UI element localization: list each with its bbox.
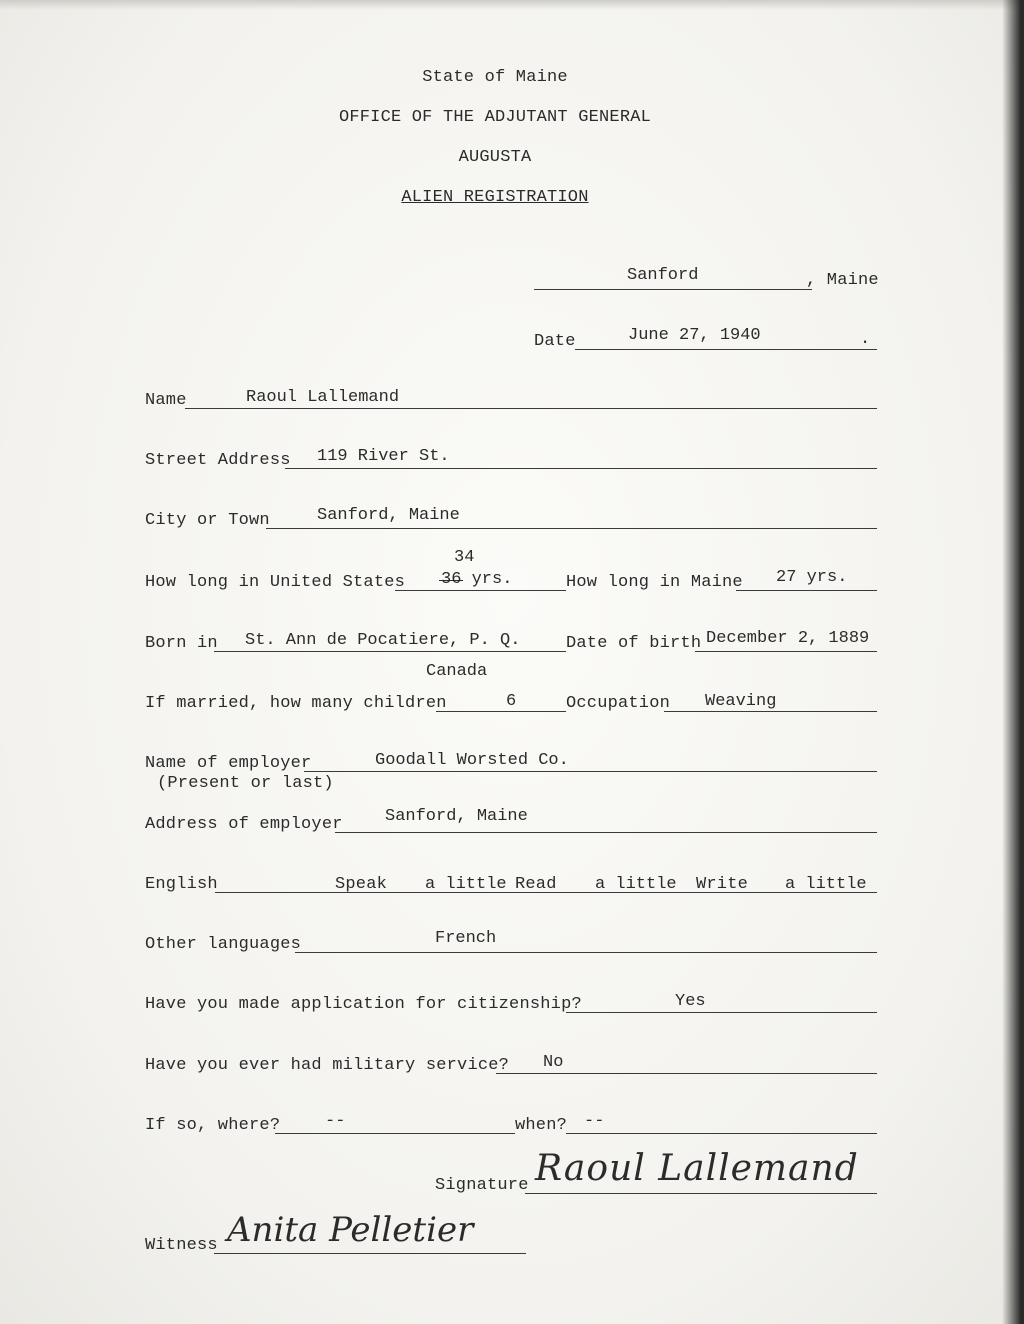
where-line [275, 1133, 515, 1134]
employer-address-line [335, 832, 877, 833]
write-label: Write [696, 875, 749, 894]
born-value: St. Ann de Pocatiere, P. Q. [245, 631, 521, 650]
scan-edge-right [1002, 0, 1024, 1324]
read-label: Read [515, 875, 557, 894]
city-value: Sanford, Maine [317, 506, 460, 525]
occupation-label: Occupation [566, 694, 671, 713]
dob-line [695, 651, 877, 652]
place-suffix: , Maine [806, 271, 879, 290]
header-state: State of Maine [422, 68, 568, 87]
when-line [566, 1133, 877, 1134]
when-label: when? [515, 1116, 568, 1135]
where-value: -- [325, 1112, 346, 1131]
children-value: 6 [506, 692, 517, 711]
employer-value: Goodall Worsted Co. [375, 751, 569, 770]
citizenship-line [566, 1012, 877, 1013]
us-years-correction: 34 [454, 548, 475, 567]
us-line [395, 590, 566, 591]
date-value: June 27, 1940 [628, 326, 761, 345]
when-value: -- [584, 1112, 605, 1131]
employer-address-value: Sanford, Maine [385, 807, 528, 826]
english-label: English [145, 875, 218, 894]
citizenship-label: Have you made application for citizenship? [145, 995, 582, 1014]
born-line [214, 651, 566, 652]
born-label: Born in [145, 634, 218, 653]
street-label: Street Address [145, 451, 291, 470]
speak-label: Speak [335, 875, 388, 894]
header-city: AUGUSTA [458, 148, 532, 167]
signature-line [525, 1193, 877, 1194]
military-value: No [543, 1053, 564, 1072]
form-title: ALIEN REGISTRATION [401, 188, 589, 207]
street-line [285, 468, 877, 469]
read-value: a little [595, 875, 677, 894]
other-languages-label: Other languages [145, 935, 302, 954]
witness-label: Witness [145, 1236, 218, 1255]
maine-label: How long in Maine [566, 573, 743, 592]
city-label: City or Town [145, 511, 270, 530]
city-line [266, 528, 877, 529]
other-languages-line [295, 952, 877, 953]
date-label: Date [534, 332, 576, 351]
name-value: Raoul Lallemand [246, 388, 400, 407]
date-line [575, 349, 877, 350]
employer-address-label: Address of employer [145, 815, 343, 834]
us-years-struck: 36 [441, 570, 462, 589]
witness-value: Anita Pelletier [227, 1210, 474, 1250]
where-label: If so, where? [145, 1116, 281, 1135]
maine-value: 27 yrs. [776, 568, 848, 587]
witness-line [214, 1253, 526, 1254]
name-label: Name [145, 391, 187, 410]
signature-value: Raoul Lallemand [535, 1148, 859, 1189]
dob-label: Date of birth [566, 634, 702, 653]
other-languages-value: French [435, 929, 497, 948]
us-years-unit: yrs. [471, 570, 513, 589]
employer-label: Name of employer [145, 754, 312, 773]
speak-value: a little [425, 875, 507, 894]
military-label: Have you ever had military service? [145, 1056, 510, 1075]
header-office: OFFICE OF THE ADJUTANT GENERAL [338, 108, 652, 127]
place-value: Sanford [627, 266, 699, 285]
maine-line [736, 590, 877, 591]
us-years-value [441, 570, 512, 589]
us-label: How long in United States [145, 573, 406, 592]
employer-sublabel: (Present or last) [157, 774, 334, 793]
children-line [436, 711, 566, 712]
citizenship-value: Yes [675, 992, 706, 1011]
military-line [496, 1073, 877, 1074]
dob-value: December 2, 1889 [706, 629, 870, 648]
street-value: 119 River St. [317, 447, 450, 466]
children-label: If married, how many children [145, 694, 447, 713]
signature-label: Signature [435, 1176, 529, 1195]
write-value: a little [785, 875, 867, 894]
employer-line [304, 771, 877, 772]
scan-edge-top [0, 0, 1024, 10]
occupation-value: Weaving [705, 692, 777, 711]
date-end-mark: . [860, 330, 871, 349]
place-line [534, 289, 812, 290]
born-extra: Canada [426, 662, 488, 681]
name-line [185, 408, 877, 409]
occupation-line [664, 711, 877, 712]
